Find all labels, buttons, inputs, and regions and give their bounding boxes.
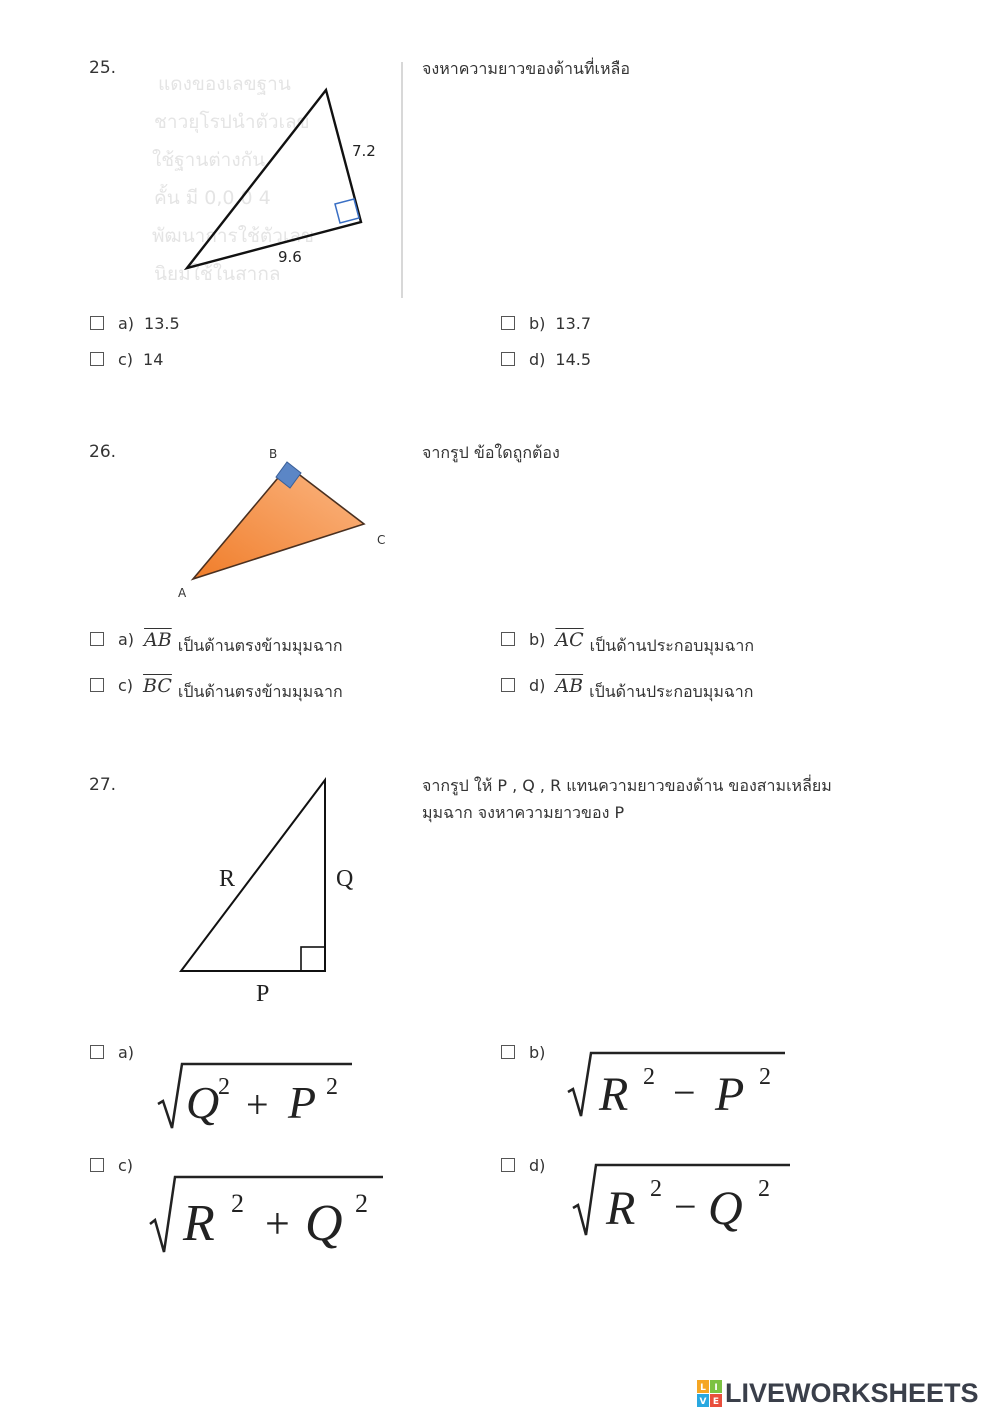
vertex-label: C — [377, 533, 386, 547]
option-letter: c) — [118, 350, 134, 369]
formula-exponent: 2 — [218, 1074, 230, 1100]
option-a[interactable] — [90, 1043, 144, 1062]
option-text: 14.5 — [555, 350, 592, 369]
option-b[interactable] — [501, 1043, 555, 1062]
triangle — [193, 466, 364, 579]
formula-term: P — [288, 1077, 317, 1128]
question-text: จากรูป ให้ P , Q , R แทนความยาวของด้าน ของสามเหลี่ยมมุมฉาก จงหาความยาวของ P — [422, 776, 832, 822]
bg-text-line: คั้น มี 0,0,0 4 — [154, 187, 271, 209]
option-text: เป็นด้านประกอบมุมฉาก — [589, 636, 755, 655]
formula-exponent: 2 — [355, 1189, 368, 1218]
question-number: 27. — [89, 775, 117, 795]
logo-mark-icon — [697, 1380, 723, 1408]
formula-term: Q — [186, 1077, 220, 1128]
side-label: 9.6 — [278, 248, 302, 266]
option-b[interactable] — [501, 314, 591, 333]
option-d[interactable] — [501, 1156, 555, 1175]
checkbox[interactable] — [501, 632, 515, 646]
checkbox[interactable] — [90, 678, 104, 692]
formula-operator: − — [673, 1070, 696, 1115]
option-text: เป็นด้านตรงข้ามมุมฉาก — [177, 682, 343, 701]
logo-mark-letter: I — [714, 1382, 718, 1393]
option-d[interactable] — [501, 676, 753, 701]
bg-text-line: ชาวยุโรปนำตัวเลข — [154, 111, 310, 133]
formula-sqrt — [563, 1048, 793, 1124]
option-letter: b) — [529, 1043, 546, 1062]
formula-term: Q — [708, 1182, 743, 1235]
triangle-figure-q26 — [170, 440, 400, 605]
option-letter: d) — [529, 676, 546, 695]
formula-term: P — [715, 1068, 745, 1121]
checkbox[interactable] — [90, 352, 104, 366]
checkbox[interactable] — [90, 1158, 104, 1172]
option-text: 13.5 — [144, 314, 180, 333]
option-a[interactable] — [90, 314, 180, 333]
option-text: เป็นด้านตรงข้ามมุมฉาก — [177, 636, 343, 655]
logo-mark-letter: E — [712, 1396, 720, 1407]
option-letter: c) — [118, 676, 134, 695]
question-text: จากรูป ข้อใดถูกต้อง — [422, 443, 560, 462]
side-label: Q — [336, 866, 354, 892]
formula-operator: + — [265, 1199, 290, 1248]
right-angle-marker — [301, 947, 325, 971]
formula-operator: − — [674, 1184, 697, 1229]
logo-mark-letter: V — [699, 1396, 707, 1407]
logo-mark-letter: L — [700, 1382, 706, 1393]
checkbox[interactable] — [501, 678, 515, 692]
segment-label: $\overline{AB}$ — [555, 675, 584, 697]
option-letter: d) — [529, 1156, 546, 1175]
question-text: จงหาความยาวของด้านที่เหลือ — [422, 59, 630, 78]
option-text: 14 — [143, 350, 164, 369]
formula-exponent: 2 — [650, 1176, 662, 1202]
bg-text-line: ใช้ฐานต่างกัน — [152, 149, 266, 171]
option-a[interactable] — [90, 630, 343, 655]
side-label: P — [256, 981, 270, 1007]
formula-sqrt — [152, 1058, 362, 1136]
bg-text-line: นิยมใช้ในสากล — [154, 263, 281, 285]
checkbox[interactable] — [90, 1045, 104, 1059]
formula-exponent: 2 — [231, 1189, 244, 1218]
option-letter: b) — [529, 630, 546, 649]
formula-exponent: 2 — [758, 1176, 770, 1202]
option-text: เป็นด้านประกอบมุมฉาก — [589, 682, 754, 701]
checkbox[interactable] — [501, 316, 515, 330]
option-c[interactable] — [90, 676, 343, 701]
option-letter: a) — [118, 1043, 135, 1062]
option-letter: b) — [529, 314, 546, 333]
triangle-figure-q27 — [170, 770, 370, 1015]
formula-term: Q — [305, 1195, 343, 1252]
triangle — [181, 780, 325, 971]
checkbox[interactable] — [501, 1045, 515, 1059]
formula-exponent: 2 — [759, 1064, 771, 1090]
segment-label: $\overline{BC}$ — [143, 675, 172, 697]
checkbox[interactable] — [90, 632, 104, 646]
segment-label: $\overline{AB}$ — [144, 629, 172, 651]
right-angle-marker — [335, 199, 359, 223]
formula-term: R — [599, 1068, 629, 1121]
question-number: 26. — [89, 442, 117, 462]
formula-term: R — [183, 1195, 215, 1252]
liveworksheets-logo — [697, 1378, 979, 1409]
option-letter: c) — [118, 1156, 134, 1175]
formula-sqrt — [145, 1172, 390, 1260]
checkbox[interactable] — [501, 1158, 515, 1172]
segment-label: $\overline{AC}$ — [555, 629, 584, 651]
option-c[interactable] — [90, 1156, 143, 1175]
formula-exponent: 2 — [643, 1064, 655, 1090]
bg-text-line: แดงของเลขฐาน — [158, 73, 291, 95]
option-text: 13.7 — [555, 314, 592, 333]
formula-operator: + — [246, 1082, 269, 1127]
side-label: 7.2 — [352, 142, 376, 160]
checkbox[interactable] — [90, 316, 104, 330]
vertex-label: B — [269, 447, 278, 461]
bg-text-line: พัฒนาการใช้ตัวเลข — [152, 225, 315, 247]
triangle-figure-q25 — [150, 62, 408, 298]
checkbox[interactable] — [501, 352, 515, 366]
formula-term: R — [606, 1182, 636, 1235]
option-b[interactable] — [501, 630, 754, 655]
option-d[interactable] — [501, 350, 591, 369]
formula-sqrt — [568, 1160, 798, 1242]
option-c[interactable] — [90, 350, 163, 369]
vertex-label: A — [178, 586, 187, 600]
option-letter: d) — [529, 350, 546, 369]
option-letter: a) — [118, 630, 135, 649]
option-letter: a) — [118, 314, 135, 333]
question-number: 25. — [89, 58, 117, 78]
side-label: R — [219, 866, 236, 892]
logo-text: LIVEWORKSHEETS — [725, 1378, 979, 1408]
formula-exponent: 2 — [326, 1074, 338, 1100]
